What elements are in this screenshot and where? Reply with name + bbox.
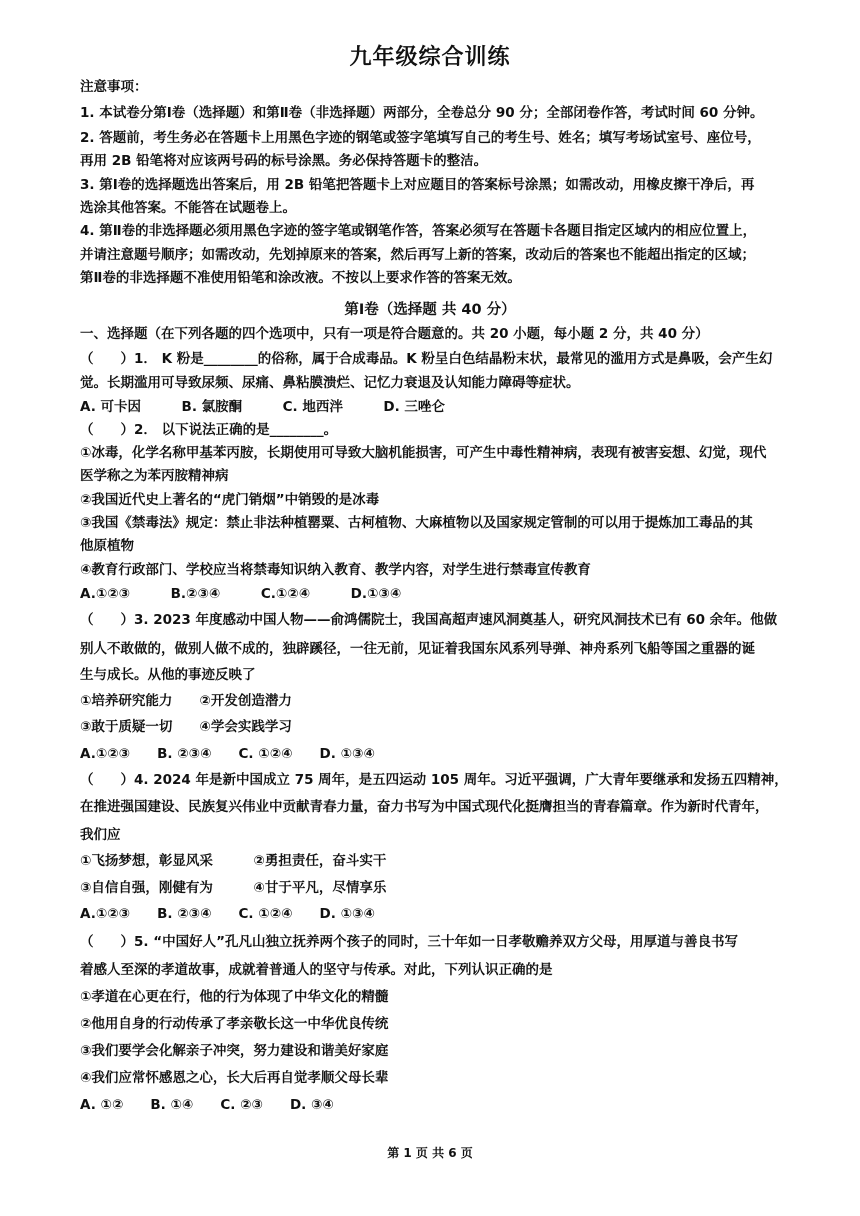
question-4-text: 在推进强国建设、民族复兴伟业中贡献青春力量，奋力书写为中国式现代化挺膺担当的青春篇章。作为新时代青年， (80, 799, 769, 815)
question-4-text: 我们应 (80, 827, 121, 843)
notice-line: 并请注意题号顺序；如需改动，先划掉原来的答案，然后再写上新的答案，改动后的答案也不能超出指定的区域； (80, 247, 755, 263)
question-4-item: ①飞扬梦想，彰显风采 ②勇担责任，奋斗实干 (80, 853, 387, 869)
question-3-text: 生与成长。从他的事迹反映了 (80, 667, 256, 683)
question-5-text: （ ）5. “中国好人”孔凡山独立抚养两个孩子的同时，三十年如一日孝敬赡养双方父母，用厚道与善良书写 (80, 934, 738, 950)
question-5-item: ④我们应常怀感恩之心，长大后再自觉孝顺父母长辈 (80, 1070, 389, 1086)
section-instruction: 一、选择题（在下列各题的四个选项中，只有一项是符合题意的。共 20 小题，每小题 2 分，共 40 分） (80, 326, 709, 342)
question-3-item: ①培养研究能力 ②开发创造潜力 (80, 693, 292, 709)
question-2-text: （ ）2． 以下说法正确的是________。 (80, 422, 338, 438)
question-2-item: ①冰毒，化学名称甲基苯丙胺，长期使用可导致大脑机能损害，可产生中毒性精神病，表现有被害妄想、幻觉，现代 (80, 445, 767, 461)
question-2-item: ④教育行政部门、学校应当将禁毒知识纳入教育、教学内容，对学生进行禁毒宣传教育 (80, 562, 591, 578)
section-title: 第Ⅰ卷（选择题 共 40 分） (344, 302, 516, 318)
question-4-text: （ ）4. 2024 年是新中国成立 75 周年，是五四运动 105 周年。习近平强调，广大青年要继承和发扬五四精神， (80, 772, 788, 788)
question-2-item: ②我国近代史上著名的“虎门销烟”中销毁的是冰毒 (80, 492, 380, 508)
question-3-text: （ ）3. 2023 年度感动中国人物——俞鸿儒院士，我国高超声速风洞奠基人，研究风洞技术已有 60 余年。他做 (80, 612, 778, 628)
question-3-text: 别人不敢做的，做别人做不成的，独辟蹊径，一往无前，见证着我国东风系列导弹、神舟系列飞船等国之重器的诞 (80, 641, 755, 657)
notice-line: 第Ⅱ卷的非选择题不准使用铅笔和涂改液。不按以上要求作答的答案无效。 (80, 270, 521, 286)
notice-line: 1. 本试卷分第Ⅰ卷（选择题）和第Ⅱ卷（非选择题）两部分，全卷总分 90 分；全部闭卷作答，考试时间 60 分钟。 (80, 105, 764, 121)
question-5-item: ③我们要学会化解亲子冲突，努力建设和谐美好家庭 (80, 1043, 389, 1059)
question-3-item: ③敢于质疑一切 ④学会实践学习 (80, 719, 292, 735)
question-1-text: 觉。长期滥用可导致尿频、尿痛、鼻粘膜溃烂、记忆力衰退及认知能力障碍等症状。 (80, 375, 580, 391)
question-5-text: 着感人至深的孝道故事，成就着普通人的坚守与传承。对此，下列认识正确的是 (80, 962, 553, 978)
notice-line: 3. 第Ⅰ卷的选择题选出答案后，用 2B 铅笔把答题卡上对应题目的答案标号涂黑；如需改动，用橡皮擦干净后，再 (80, 177, 755, 193)
question-2-item: ③我国《禁毒法》规定：禁止非法种植罂粟、古柯植物、大麻植物以及国家规定管制的可以用于提炼加工毒品的其 (80, 515, 753, 531)
question-4-options: A.①②③ B. ②③④ C. ①②④ D. ①③④ (80, 906, 375, 922)
notice-line: 选涂其他答案。不能答在试题卷上。 (80, 200, 296, 216)
notice-line: 2. 答题前，考生务必在答题卡上用黑色字迹的钢笔或签字笔填写自己的考生号、姓名；填写考场试室号、座位号， (80, 130, 761, 146)
question-1-text: （ ）1． K 粉是________的俗称，属于合成毒品。K 粉呈白色结晶粉末状，最常见的滥用方式是鼻吸，会产生幻 (80, 351, 773, 367)
question-5-item: ②他用自身的行动传承了孝亲敬长这一中华优良传统 (80, 1016, 389, 1032)
question-2-item: 医学称之为苯丙胺精神病 (80, 468, 229, 484)
notice-line: 再用 2B 铅笔将对应该两号码的标号涂黑。务必保持答题卡的整洁。 (80, 153, 488, 169)
question-5-options: A. ①② B. ①④ C. ②③ D. ③④ (80, 1097, 334, 1113)
question-3-options: A.①②③ B. ②③④ C. ①②④ D. ①③④ (80, 746, 375, 762)
question-1-options: A. 可卡因 B. 氯胺酮 C. 地西泮 D. 三唑仑 (80, 399, 445, 415)
page-footer: 第 1 页 共 6 页 (387, 1146, 473, 1160)
question-2-item: 他原植物 (80, 538, 134, 554)
question-2-options: A.①②③ B.②③④ C.①②④ D.①③④ (80, 586, 402, 602)
notice-heading: 注意事项： (80, 79, 148, 95)
question-5-item: ①孝道在心更在行，他的行为体现了中华文化的精髓 (80, 989, 389, 1005)
question-4-item: ③自信自强，刚健有为 ④甘于平凡，尽情享乐 (80, 880, 387, 896)
notice-line: 4. 第Ⅱ卷的非选择题必须用黑色字迹的签字笔或钢笔作答，答案必须写在答题卡各题目指定区域内的相应位置上， (80, 223, 757, 239)
exam-title: 九年级综合训练 (349, 45, 511, 70)
